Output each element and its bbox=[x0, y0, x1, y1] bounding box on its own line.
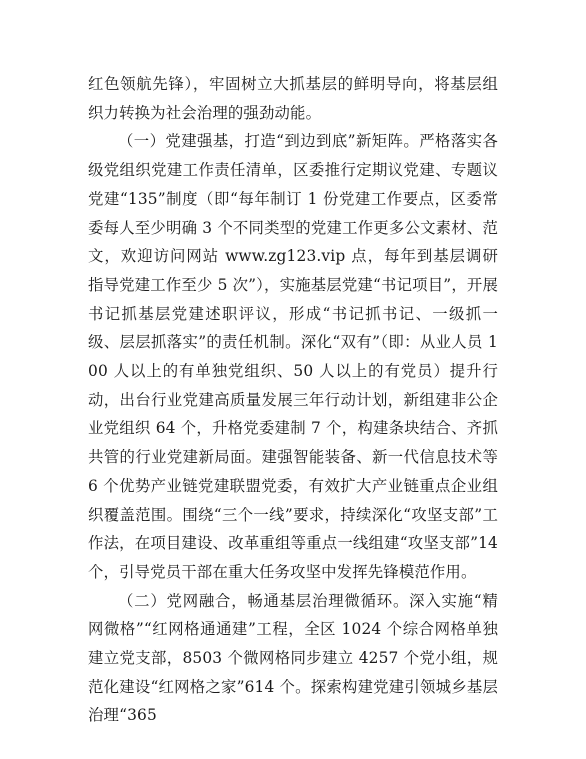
paragraph-section-2: （二）党网融合，畅通基层治理微循环。深入实施“精网微格”“红网格通通建”工程，全区 1024 个综合网格单独建立党支部，8503 个微网格同步建立 4257 个党小组，规范化建设“红网格之家”614 个。探索构建党建引领城乡基层治理“365 bbox=[88, 591, 498, 725]
paragraph-intro-tail: 红色领航先锋），牢固树立大抓基层的鲜明导向，将基层组织力转换为社会治理的强劲动能。 bbox=[88, 75, 498, 122]
document-body bbox=[88, 70, 498, 730]
paragraph-section-1: （一）党建强基，打造“到边到底”新矩阵。严格落实各级党组织党建工作责任清单，区委推行定期议党建、专题议党建“135”制度（即“每年制订 1 份党建工作要点，区委常委每人至少明确 3 个不同类型的党建工作更多公文素材、范文，欢迎访问网站 www.zg123.vip 点，每年到基层调研指导党建工作至少 5 次”），实施基层党建“书记项目”，开展书记抓基层党建述职评议，形成“书记抓书记、一级抓一级、层层抓落实”的责任机制。深化“双有”（即：从业人员 100 人以上的有单独党组织、50 人以上的有党员）提升行动，出台行业党建高质量发展三年行动计划，新组建非公企业党组织 64 个，升格党委建制 7 个，构建条块结合、齐抓共管的行业党建新局面。建强智能装备、新一代信息技术等 6 个优势产业链党建联盟党委，有效扩大产业链重点企业组织覆盖范围。围绕“三个一线”要求，持续深化“攻坚支部”工作法，在项目建设、改革重组等重点一线组建“攻坚支部”14 个，引导党员干部在重大任务攻坚中发挥先锋模范作用。 bbox=[88, 132, 498, 581]
